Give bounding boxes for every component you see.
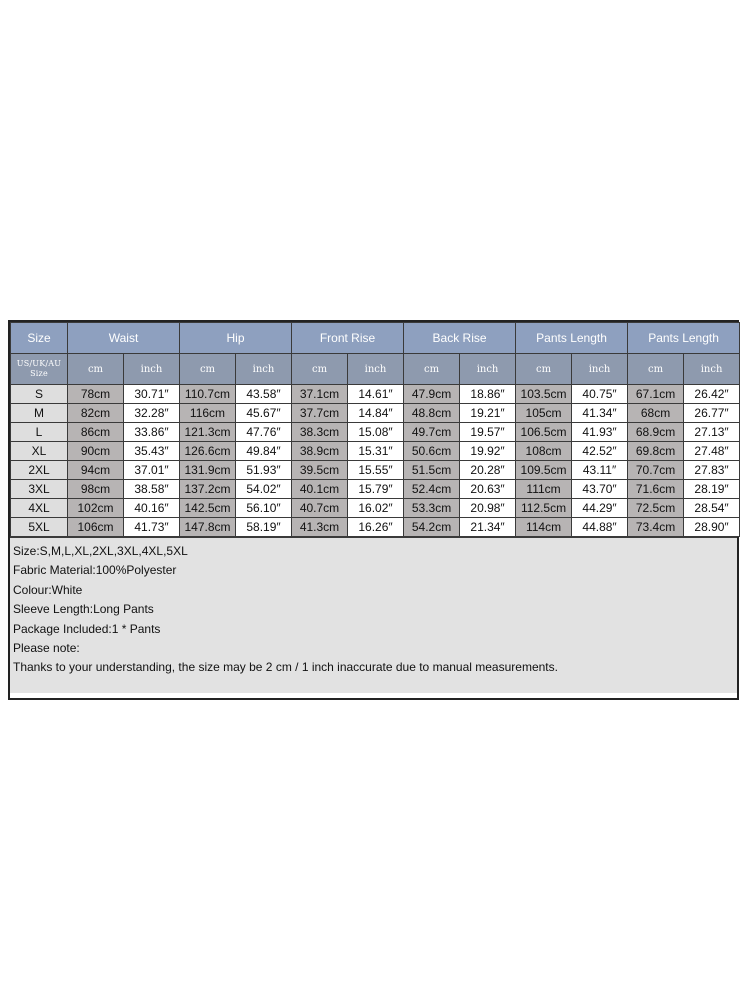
inch-value-cell: 49.84″ xyxy=(236,442,292,461)
inch-value-cell: 16.02″ xyxy=(348,499,404,518)
inch-value-cell: 33.86″ xyxy=(124,423,180,442)
cm-value-cell: 37.1cm xyxy=(292,385,348,404)
unit-header-row xyxy=(11,354,740,385)
inch-value-cell: 38.58″ xyxy=(124,480,180,499)
table-row xyxy=(11,423,740,442)
cm-value-cell: 40.1cm xyxy=(292,480,348,499)
inch-value-cell: 43.70″ xyxy=(572,480,628,499)
size-chart xyxy=(8,320,739,700)
cm-value-cell: 49.7cm xyxy=(404,423,460,442)
size-label-cell: L xyxy=(11,423,68,442)
cm-value-cell: 86cm xyxy=(68,423,124,442)
inch-value-cell: 19.57″ xyxy=(460,423,516,442)
size-label-cell: S xyxy=(11,385,68,404)
cm-value-cell: 142.5cm xyxy=(180,499,236,518)
cm-value-cell: 68.9cm xyxy=(628,423,684,442)
inch-value-cell: 40.75″ xyxy=(572,385,628,404)
size-table xyxy=(10,322,740,537)
cm-value-cell: 131.9cm xyxy=(180,461,236,480)
inch-value-cell: 41.93″ xyxy=(572,423,628,442)
cm-value-cell: 114cm xyxy=(516,518,572,537)
cm-value-cell: 103.5cm xyxy=(516,385,572,404)
cm-value-cell: 82cm xyxy=(68,404,124,423)
note-line: Sleeve Length:Long Pants xyxy=(13,602,154,617)
table-row xyxy=(11,404,740,423)
unit-cm-header: cm xyxy=(292,354,348,385)
cm-value-cell: 105cm xyxy=(516,404,572,423)
inch-value-cell: 27.83″ xyxy=(684,461,740,480)
inch-value-cell: 32.28″ xyxy=(124,404,180,423)
cm-value-cell: 102cm xyxy=(68,499,124,518)
cm-value-cell: 39.5cm xyxy=(292,461,348,480)
cm-value-cell: 121.3cm xyxy=(180,423,236,442)
cm-value-cell: 111cm xyxy=(516,480,572,499)
inch-value-cell: 15.79″ xyxy=(348,480,404,499)
inch-value-cell: 19.92″ xyxy=(460,442,516,461)
size-table-body xyxy=(11,323,740,537)
cm-value-cell: 71.6cm xyxy=(628,480,684,499)
inch-value-cell: 41.73″ xyxy=(124,518,180,537)
cm-value-cell: 47.9cm xyxy=(404,385,460,404)
inch-value-cell: 27.48″ xyxy=(684,442,740,461)
cm-value-cell: 112.5cm xyxy=(516,499,572,518)
note-line: Package Included:1 * Pants xyxy=(13,621,161,636)
cm-value-cell: 68cm xyxy=(628,404,684,423)
inch-value-cell: 28.90″ xyxy=(684,518,740,537)
inch-value-cell: 20.98″ xyxy=(460,499,516,518)
cm-value-cell: 72.5cm xyxy=(628,499,684,518)
cm-value-cell: 147.8cm xyxy=(180,518,236,537)
inch-value-cell: 44.29″ xyxy=(572,499,628,518)
cm-value-cell: 53.3cm xyxy=(404,499,460,518)
inch-value-cell: 58.19″ xyxy=(236,518,292,537)
inch-value-cell: 35.43″ xyxy=(124,442,180,461)
inch-value-cell: 56.10″ xyxy=(236,499,292,518)
cm-value-cell: 108cm xyxy=(516,442,572,461)
inch-value-cell: 54.02″ xyxy=(236,480,292,499)
cm-value-cell: 69.8cm xyxy=(628,442,684,461)
cm-value-cell: 78cm xyxy=(68,385,124,404)
cm-value-cell: 38.3cm xyxy=(292,423,348,442)
pants-length-header-2: Pants Length xyxy=(628,323,740,354)
inch-value-cell: 19.21″ xyxy=(460,404,516,423)
note-line: Colour:White xyxy=(13,582,83,597)
inch-value-cell: 15.08″ xyxy=(348,423,404,442)
inch-value-cell: 14.84″ xyxy=(348,404,404,423)
inch-value-cell: 41.34″ xyxy=(572,404,628,423)
table-row xyxy=(11,518,740,537)
cm-value-cell: 109.5cm xyxy=(516,461,572,480)
cm-value-cell: 41.3cm xyxy=(292,518,348,537)
cm-value-cell: 37.7cm xyxy=(292,404,348,423)
table-row xyxy=(11,480,740,499)
cm-value-cell: 126.6cm xyxy=(180,442,236,461)
size-label-cell: M xyxy=(11,404,68,423)
note-line: Please note: xyxy=(13,641,80,656)
unit-inch-header: inch xyxy=(124,354,180,385)
cm-value-cell: 40.7cm xyxy=(292,499,348,518)
note-line: Thanks to your understanding, the size may be 2 cm / 1 inch inaccurate due to manual measurements. xyxy=(13,660,558,675)
cm-value-cell: 38.9cm xyxy=(292,442,348,461)
unit-inch-header: inch xyxy=(572,354,628,385)
region-size-header: US/UK/AU Size xyxy=(11,354,68,385)
size-label-cell: 3XL xyxy=(11,480,68,499)
unit-cm-header: cm xyxy=(180,354,236,385)
group-header-row xyxy=(11,323,740,354)
unit-inch-header: inch xyxy=(236,354,292,385)
cm-value-cell: 51.5cm xyxy=(404,461,460,480)
cm-value-cell: 52.4cm xyxy=(404,480,460,499)
cm-value-cell: 98cm xyxy=(68,480,124,499)
cm-value-cell: 70.7cm xyxy=(628,461,684,480)
unit-inch-header: inch xyxy=(684,354,740,385)
unit-inch-header: inch xyxy=(460,354,516,385)
inch-value-cell: 20.28″ xyxy=(460,461,516,480)
inch-value-cell: 20.63″ xyxy=(460,480,516,499)
unit-cm-header: cm xyxy=(404,354,460,385)
cm-value-cell: 73.4cm xyxy=(628,518,684,537)
inch-value-cell: 28.54″ xyxy=(684,499,740,518)
inch-value-cell: 42.52″ xyxy=(572,442,628,461)
table-row xyxy=(11,442,740,461)
inch-value-cell: 45.67″ xyxy=(236,404,292,423)
inch-value-cell: 18.86″ xyxy=(460,385,516,404)
hip-header: Hip xyxy=(180,323,292,354)
inch-value-cell: 30.71″ xyxy=(124,385,180,404)
cm-value-cell: 106cm xyxy=(68,518,124,537)
size-label-cell: 5XL xyxy=(11,518,68,537)
inch-value-cell: 43.58″ xyxy=(236,385,292,404)
inch-value-cell: 43.11″ xyxy=(572,461,628,480)
inch-value-cell: 47.76″ xyxy=(236,423,292,442)
cm-value-cell: 48.8cm xyxy=(404,404,460,423)
note-line: Size:S,M,L,XL,2XL,3XL,4XL,5XL xyxy=(13,544,188,558)
unit-inch-header: inch xyxy=(348,354,404,385)
inch-value-cell: 21.34″ xyxy=(460,518,516,537)
cm-value-cell: 137.2cm xyxy=(180,480,236,499)
table-row xyxy=(11,461,740,480)
size-label-cell: 2XL xyxy=(11,461,68,480)
inch-value-cell: 15.55″ xyxy=(348,461,404,480)
cm-value-cell: 106.5cm xyxy=(516,423,572,442)
note-line: Fabric Material:100%Polyester xyxy=(13,563,177,578)
inch-value-cell: 37.01″ xyxy=(124,461,180,480)
cm-value-cell: 116cm xyxy=(180,404,236,423)
inch-value-cell: 16.26″ xyxy=(348,518,404,537)
front-rise-header: Front Rise xyxy=(292,323,404,354)
inch-value-cell: 40.16″ xyxy=(124,499,180,518)
inch-value-cell: 26.77″ xyxy=(684,404,740,423)
inch-value-cell: 51.93″ xyxy=(236,461,292,480)
inch-value-cell: 44.88″ xyxy=(572,518,628,537)
cm-value-cell: 90cm xyxy=(68,442,124,461)
product-notes xyxy=(10,537,737,693)
unit-cm-header: cm xyxy=(516,354,572,385)
inch-value-cell: 14.61″ xyxy=(348,385,404,404)
inch-value-cell: 26.42″ xyxy=(684,385,740,404)
unit-cm-header: cm xyxy=(628,354,684,385)
table-row xyxy=(11,499,740,518)
unit-cm-header: cm xyxy=(68,354,124,385)
cm-value-cell: 50.6cm xyxy=(404,442,460,461)
back-rise-header: Back Rise xyxy=(404,323,516,354)
inch-value-cell: 15.31″ xyxy=(348,442,404,461)
size-label-cell: 4XL xyxy=(11,499,68,518)
size-header: Size xyxy=(11,323,68,354)
cm-value-cell: 110.7cm xyxy=(180,385,236,404)
cm-value-cell: 54.2cm xyxy=(404,518,460,537)
pants-length-header: Pants Length xyxy=(516,323,628,354)
inch-value-cell: 27.13″ xyxy=(684,423,740,442)
inch-value-cell: 28.19″ xyxy=(684,480,740,499)
size-label-cell: XL xyxy=(11,442,68,461)
table-row xyxy=(11,385,740,404)
cm-value-cell: 94cm xyxy=(68,461,124,480)
waist-header: Waist xyxy=(68,323,180,354)
cm-value-cell: 67.1cm xyxy=(628,385,684,404)
